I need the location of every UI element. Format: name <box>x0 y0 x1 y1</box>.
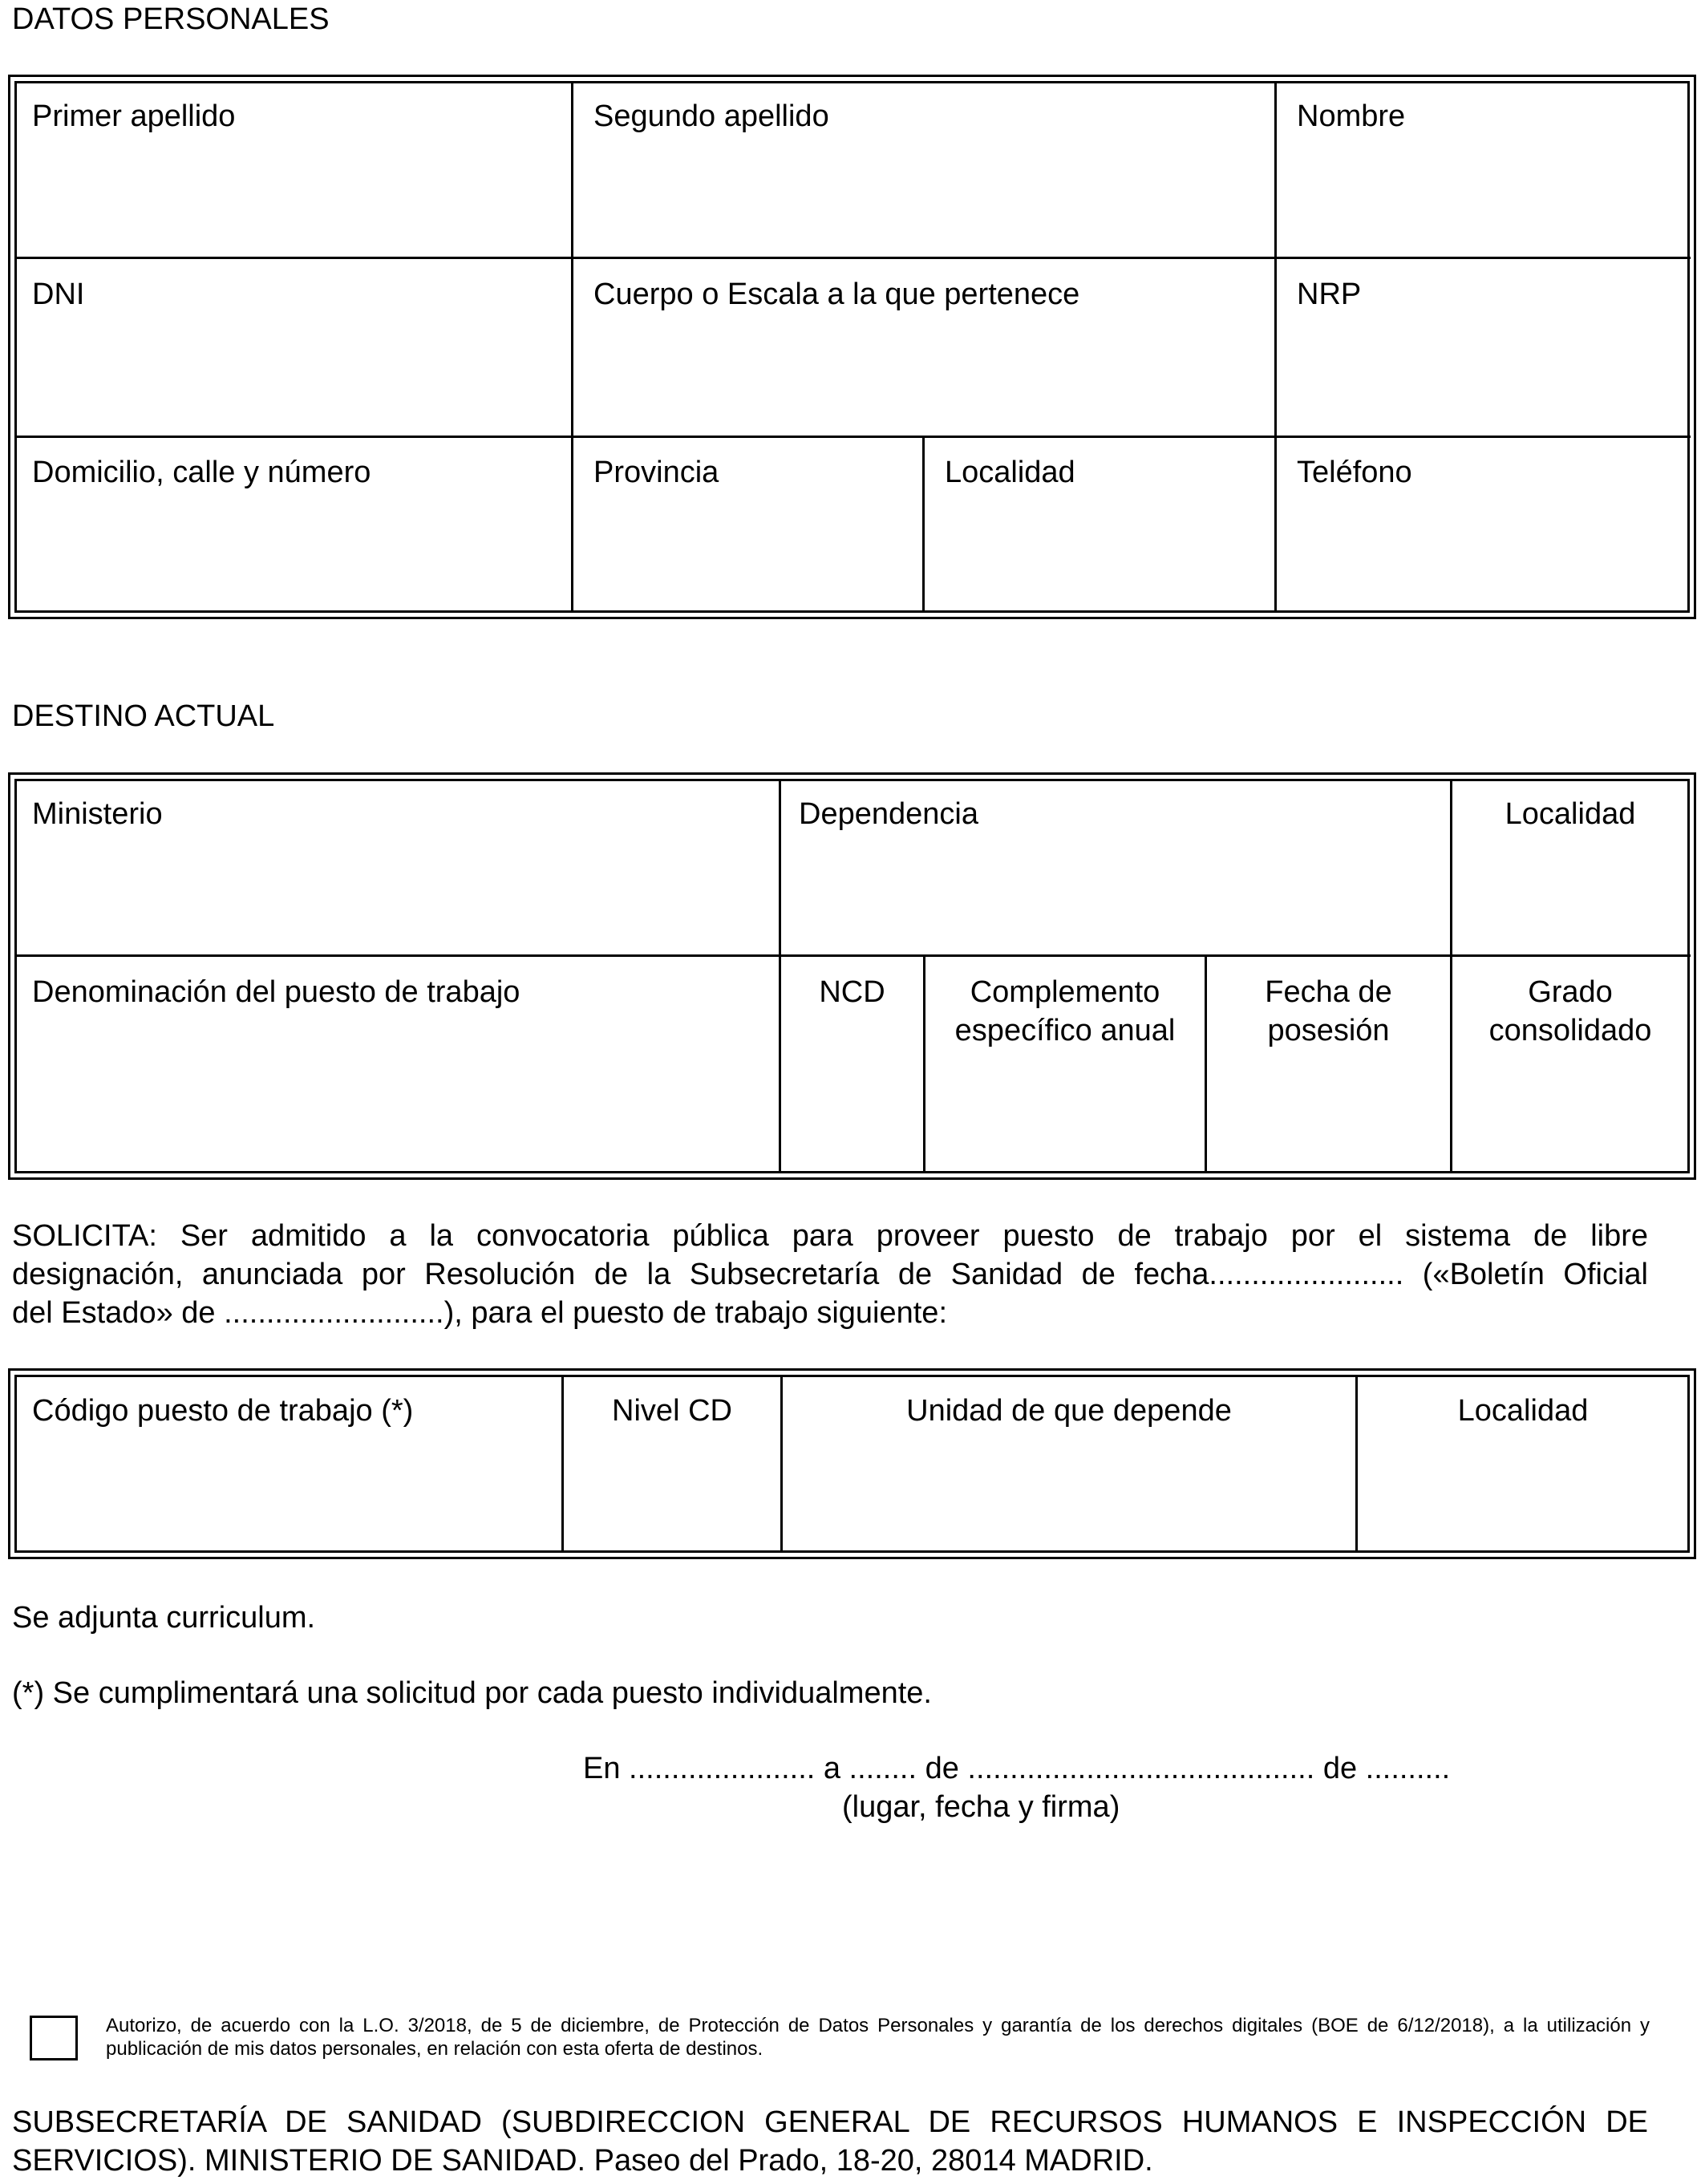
codigo-puesto-field[interactable]: Código puesto de trabajo (*) <box>32 1394 414 1428</box>
current-post-title: DESTINO ACTUAL <box>12 699 275 733</box>
ministerio-field[interactable]: Ministerio <box>32 797 163 831</box>
asterisk-note: (*) Se cumplimentará una solicitud por cada puesto individualmente. <box>12 1676 932 1710</box>
nombre-field[interactable]: Nombre <box>1297 99 1406 133</box>
footer-address: SUBSECRETARÍA DE SANIDAD (SUBDIRECCION GENERAL DE RECURSOS HUMANOS E INSPECCIÓN DE SERVICIOS). MINISTERIO DE SANIDAD. Paseo del Prado, 18-20, 28014 MADRID. <box>12 2105 1648 2178</box>
localidad-solicitada-field[interactable]: Localidad <box>1457 1394 1589 1428</box>
consent-text: Autorizo, de acuerdo con la L.O. 3/2018, de 5 de diciembre, de Protección de Datos Personales y garantía de los derechos digitales (BOE de 6/12/2018), a la utilización y publicación de mis datos personales, en relación con esta oferta de destinos. <box>106 2015 1650 2060</box>
dni-field[interactable]: DNI <box>32 278 85 311</box>
grado-consolidado-field-line2: consolidado <box>1488 1014 1652 1047</box>
request-line-3: del Estado» de ..........................), para el puesto de trabajo siguiente: <box>12 1296 947 1330</box>
domicilio-field[interactable]: Domicilio, calle y número <box>32 456 371 489</box>
nrp-field[interactable]: NRP <box>1297 278 1362 311</box>
complemento-field-line2: específico anual <box>954 1014 1176 1047</box>
cv-note: Se adjunta curriculum. <box>12 1601 316 1635</box>
request-line-1: SOLICITA: Ser admitido a la convocatoria pública para proveer puesto de trabajo por el sistema de libre <box>12 1219 1648 1253</box>
request-paragraph <box>12 1217 1648 1332</box>
fecha-posesion-field-line2: posesión <box>1267 1014 1390 1047</box>
request-line-2: designación, anunciada por Resolución de la Subsecretaría de Sanidad de fecha....................... («Boletín Oficial <box>12 1258 1648 1291</box>
personal-data-table <box>8 75 1696 619</box>
dependencia-field[interactable]: Dependencia <box>799 797 978 831</box>
complemento-field-line1[interactable]: Complemento <box>970 975 1160 1009</box>
consent-checkbox[interactable] <box>30 2016 78 2060</box>
signature-caption: (lugar, fecha y firma) <box>842 1790 1120 1824</box>
segundo-apellido-field[interactable]: Segundo apellido <box>593 99 829 133</box>
fecha-posesion-field-line1[interactable]: Fecha de <box>1265 975 1392 1009</box>
signature-line[interactable]: En ...................... a ........ de ......................................... de .......... <box>583 1752 1451 1785</box>
telefono-field[interactable]: Teléfono <box>1297 456 1412 489</box>
denominacion-puesto-field[interactable]: Denominación del puesto de trabajo <box>32 975 520 1009</box>
ncd-field[interactable]: NCD <box>819 975 885 1009</box>
cuerpo-escala-field[interactable]: Cuerpo o Escala a la que pertenece <box>593 278 1080 311</box>
provincia-field[interactable]: Provincia <box>593 456 719 489</box>
nivel-cd-field[interactable]: Nivel CD <box>612 1394 732 1428</box>
primer-apellido-field[interactable]: Primer apellido <box>32 99 236 133</box>
personal-data-title: DATOS PERSONALES <box>12 2 330 36</box>
grado-consolidado-field-line1[interactable]: Grado <box>1528 975 1613 1009</box>
localidad-destino-field[interactable]: Localidad <box>1505 797 1636 831</box>
unidad-depende-field[interactable]: Unidad de que depende <box>906 1394 1232 1428</box>
localidad-personal-field[interactable]: Localidad <box>945 456 1075 489</box>
